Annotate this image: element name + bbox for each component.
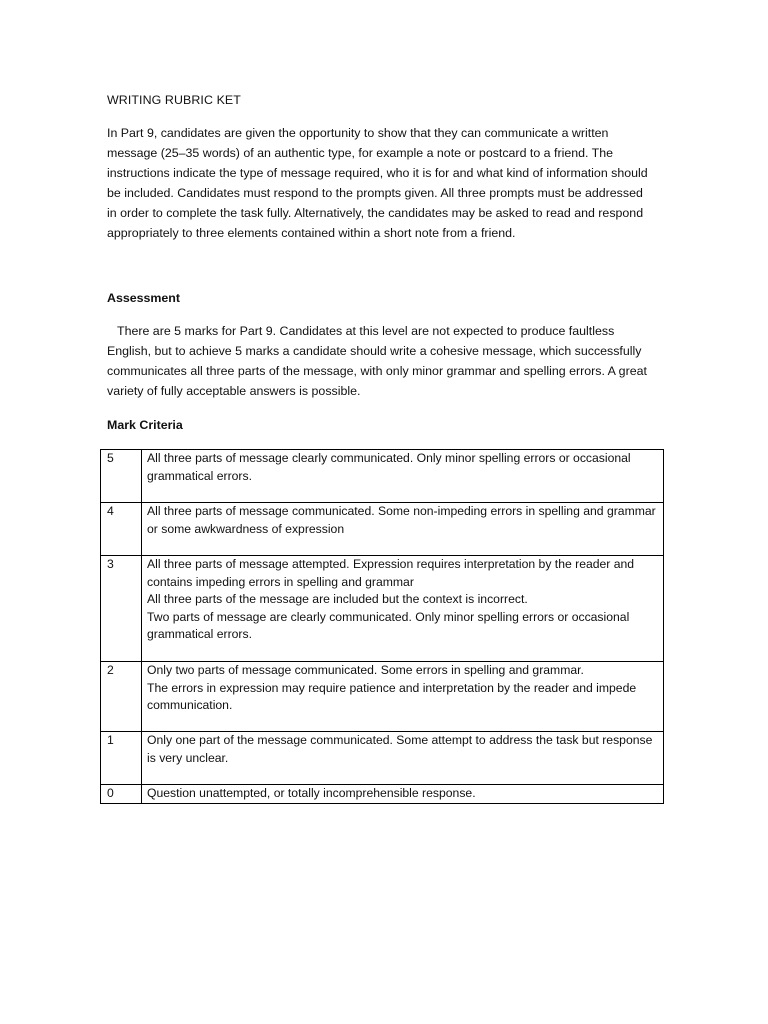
mark-criteria-table [100,449,664,804]
criteria-line: Only one part of the message communicated. Some attempt to address the task but response is very unclear. [147,733,653,765]
criteria-cell [142,732,664,785]
criteria-line: All three parts of message clearly communicated. Only minor spelling errors or occasional grammatical errors. [147,451,631,483]
criteria-cell [142,556,664,662]
assessment-heading: Assessment [107,291,181,305]
intro-paragraph: In Part 9, candidates are given the opportunity to show that they can communicate a written message (25–35 words) of an authentic type, for example a note or postcard to a friend. The instructions indicate the type of message required, who it is for and what kind of information should be included. Candidates must respond to the prompts given. All three prompts must be addressed in order to complete the task fully. Alternatively, the candidates may be asked to read and respond appropriately to three elements contained within a short note from a friend. [107,126,648,240]
criteria-line: Question unattempted, or totally incomprehensible response. [147,786,476,800]
criteria-cell [142,450,664,503]
mark-cell: 3 [101,556,142,662]
criteria-line: All three parts of message attempted. Expression requires interpretation by the reader and contains impeding errors in spelling and grammar [147,557,635,589]
criteria-cell [142,662,664,732]
document-title: WRITING RUBRIC KET [107,93,241,107]
table-row [101,450,664,503]
table-row [101,785,664,804]
criteria-line: Two parts of message are clearly communicated. Only minor spelling errors or occasional grammatical errors. [147,609,630,641]
criteria-cell [142,503,664,556]
mark-cell: 0 [101,785,142,804]
table-row [101,556,664,662]
table-row [101,503,664,556]
table-row [101,732,664,785]
mark-cell: 2 [101,662,142,732]
criteria-line: All three parts of the message are included but the context is incorrect. [147,592,528,606]
assessment-paragraph: There are 5 marks for Part 9. Candidates at this level are not expected to produce faultless English, but to achieve 5 marks a candidate should write a cohesive message, which successfully communicates all three parts of the message, with only minor grammar and spelling errors. A great variety of fully acceptable answers is possible. [107,324,647,398]
criteria-line: Only two parts of message communicated. Some errors in spelling and grammar. [147,663,584,677]
criteria-cell [142,785,664,804]
mark-cell: 1 [101,732,142,785]
table-row [101,662,664,732]
mark-criteria-heading: Mark Criteria [107,418,183,432]
criteria-line: The errors in expression may require patience and interpretation by the reader and impede communication. [147,680,637,712]
mark-cell: 5 [101,450,142,503]
criteria-line: All three parts of message communicated. Some non-impeding errors in spelling and grammar or some awkwardness of expression [147,504,656,536]
mark-cell: 4 [101,503,142,556]
